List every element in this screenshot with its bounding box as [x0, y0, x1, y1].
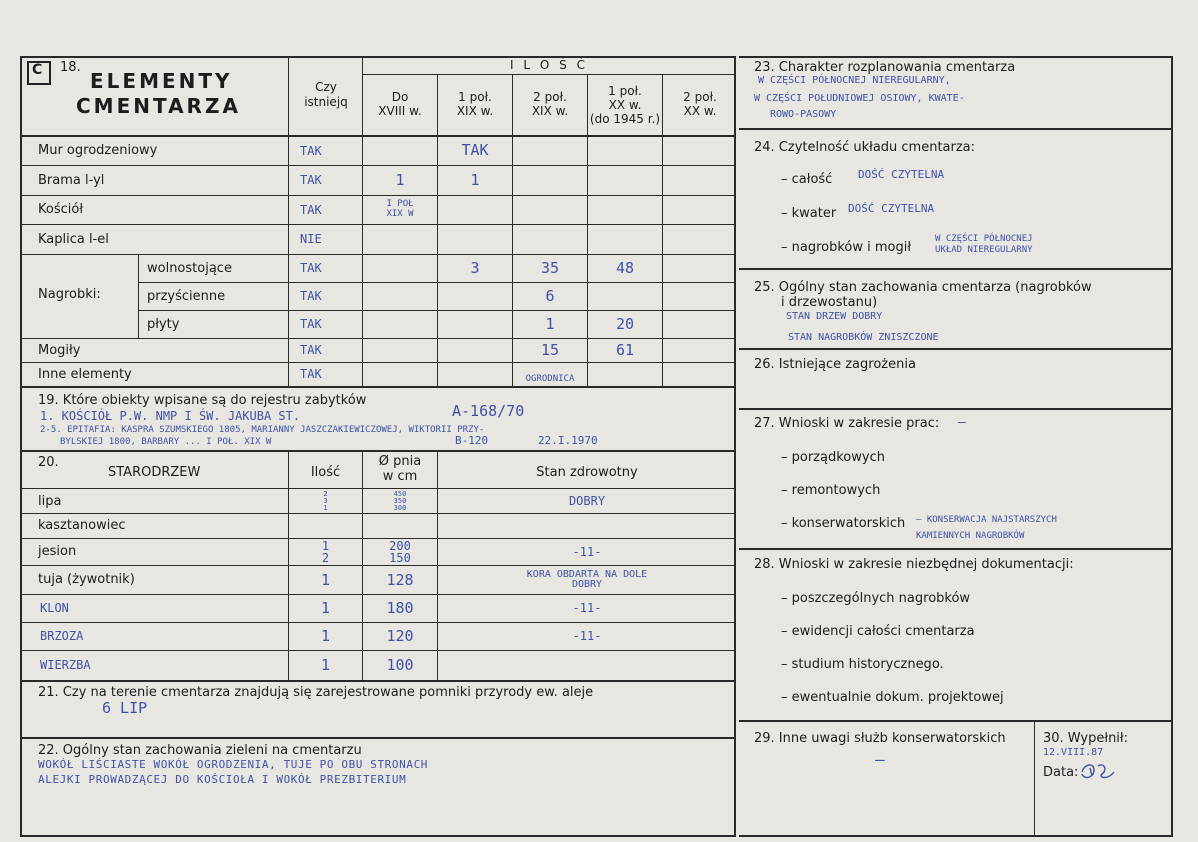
- s22-line2: ALEJKI PROWADZĄCEJ DO KOŚCIOŁA I WOKÓŁ PREZBITERIUM: [38, 773, 407, 786]
- s19-line2: 2-5. EPITAFIA: KASPRA SZUMSKIEGO 1805, MARIANNY JASZCZAKIEWICZOWEJ, WIKTORII PRZY-: [40, 425, 485, 435]
- card-letter: C: [32, 62, 43, 78]
- signature-mark: [1078, 758, 1120, 784]
- col-exists-header: Czy istniejq: [304, 80, 348, 109]
- s18-row-value: TAK: [461, 141, 489, 159]
- s20-title: STARODRZEW: [108, 465, 201, 480]
- s30-value: 12.VIII.87: [1043, 747, 1104, 758]
- s21-value: 6 LIP: [102, 699, 148, 717]
- s20-row-health: DOBRY: [568, 494, 606, 508]
- s20-row-qty: 1: [320, 627, 331, 645]
- s18-row-exists: TAK: [300, 289, 322, 303]
- s20-row-health: KORA OBDARTA NA DOLE DOBRY: [526, 568, 648, 590]
- s18-title-2: CMENTARZA: [76, 94, 241, 118]
- s25-label-2: i drzewostanu): [781, 295, 878, 310]
- s20-row-diam: 450 350 300: [393, 489, 407, 512]
- s20-row-name: BRZOZA: [40, 628, 84, 643]
- period-header-2: 2 poł. XIX w.: [531, 90, 569, 118]
- s18-row-value: 20: [615, 314, 635, 333]
- s18-row-exists: TAK: [300, 367, 322, 381]
- s20-col-qty: Ilość: [310, 465, 341, 480]
- s18-row-label: Mogiły: [38, 342, 81, 358]
- s18-row-value: OGRODNICA: [525, 374, 575, 384]
- s18-row-value: 6: [545, 286, 555, 305]
- s18-row-exists: TAK: [300, 261, 322, 275]
- s23-line-3: ROWO-PASOWY: [770, 109, 837, 120]
- s18-row-value: 35: [540, 258, 560, 277]
- s20-row-name: KLON: [40, 600, 69, 615]
- s18-row-value: 1: [545, 314, 555, 333]
- s27-item: – remontowych: [781, 483, 881, 498]
- s20-col-health: Stan zdrowotny: [536, 465, 638, 480]
- s18-number: 18.: [60, 60, 81, 75]
- s27-label: 27. Wnioski w zakresie prac:: [754, 416, 940, 431]
- s24-label: 24. Czytelność układu cmentarza:: [754, 140, 976, 155]
- s18-row-value: 61: [615, 340, 635, 359]
- s20-row-qty: 1: [320, 570, 331, 589]
- s20-row-health: -11-: [572, 629, 602, 643]
- s20-row-health: -11-: [572, 601, 602, 615]
- s23-line-1: W CZĘŚCI PÓŁNOCNEJ NIEREGULARNY,: [758, 75, 951, 86]
- s21-label: 21. Czy na terenie cmentarza znajdują się zarejestrowane pomniki przyrody ew. aleje: [38, 685, 594, 700]
- s20-row-name: kasztanowiec: [38, 518, 126, 533]
- nagrobki-label: Nagrobki:: [38, 287, 101, 302]
- period-header-1: 1 poł. XIX w.: [456, 90, 494, 118]
- s18-row-value: 15: [540, 340, 560, 359]
- s18-row-exists: NIE: [300, 232, 322, 246]
- s20-row-qty: 2 3 1: [323, 489, 328, 512]
- s18-row-value: 1: [395, 170, 405, 189]
- s18-row-label: Kościół: [38, 202, 84, 217]
- s20-row-diam: 200 150: [389, 538, 411, 565]
- s18-row-label: Brama l-yl: [38, 172, 105, 188]
- s18-row-value: 48: [615, 258, 635, 277]
- s20-row-name: WIERZBA: [40, 657, 91, 672]
- period-header-0: Do XVIII w.: [378, 90, 422, 118]
- s26-label: 26. Istniejące zagrożenia: [754, 357, 916, 372]
- s23-line-2: W CZĘŚCI POŁUDNIOWEJ OSIOWY, KWATE-: [754, 93, 965, 104]
- s18-row-label: Kaplica l-el: [38, 231, 109, 247]
- s25-line2: STAN NAGROBKÓW ZNISZCZONE: [788, 332, 939, 343]
- s18-row-label: przyścienne: [147, 288, 226, 304]
- s29-label: 29. Inne uwagi służb konserwatorskich: [754, 731, 1006, 746]
- s28-item: – studium historycznego.: [781, 657, 944, 672]
- s20-row-qty: 1: [320, 656, 331, 674]
- s28-label: 28. Wnioski w zakresie niezbędnej dokumentacji:: [754, 557, 1074, 572]
- period-header-4: 2 poł. XX w.: [683, 90, 717, 118]
- s20-row-name: lipa: [38, 493, 62, 509]
- s19-line3-date: 22.I.1970: [538, 434, 598, 447]
- period-header-3: 1 poł. XX w. (do 1945 r.): [589, 84, 661, 126]
- s18-row-value: 3: [470, 258, 480, 277]
- s19-label: 19. Które obiekty wpisane są do rejestru zabytków: [38, 393, 367, 408]
- s18-row-label: płyty: [147, 316, 180, 332]
- ilosc-header: I L O Ś Ć: [510, 58, 588, 72]
- s20-row-diam: 180: [386, 599, 414, 617]
- s24-item-label: – nagrobków i mogił: [781, 240, 912, 255]
- s20-row-qty: 1 2: [321, 538, 330, 565]
- s18-row-exists: TAK: [300, 143, 322, 158]
- s30-label: 30. Wypełnił:: [1043, 731, 1128, 746]
- s22-line1: WOKÓŁ LIŚCIASTE WOKÓŁ OGRODZENIA, TUJE PO OBU STRONACH: [38, 758, 429, 771]
- s20-row-diam: 120: [386, 627, 414, 645]
- s18-row-exists: TAK: [300, 173, 322, 187]
- s23-label: 23. Charakter rozplanowania cmentarza: [754, 60, 1016, 75]
- s18-row-value: 1: [470, 170, 480, 189]
- s18-row-exists: TAK: [300, 317, 322, 331]
- s25-label-1: 25. Ogólny stan zachowania cmentarza (nagrobków: [754, 280, 1092, 295]
- s20-row-qty: 1: [320, 599, 331, 617]
- s30-data-label: Data:: [1043, 765, 1079, 780]
- s24-item-value: DOŚĆ CZYTELNA: [858, 168, 945, 181]
- s19-line1: 1. KOŚCIÓŁ P.W. NMP I ŚW. JAKUBA ST.: [40, 409, 301, 423]
- s18-title-1: ELEMENTY: [90, 69, 233, 93]
- s20-row-diam: 100: [386, 656, 414, 674]
- s19-line3: BYLSKIEJ 1800, BARBARY ... I POŁ. XIX W: [60, 437, 272, 447]
- s18-row-exists: TAK: [300, 343, 322, 357]
- s24-item-value: W CZĘŚCI PÓŁNOCNEJ UKŁAD NIEREGULARNY: [935, 234, 1033, 255]
- s27-item: – konserwatorskich: [781, 516, 906, 531]
- s27-konserw-value: – KONSERWACJA NAJSTARSZYCH KAMIENNYCH NAGROBKÓW: [916, 515, 1057, 541]
- s20-number: 20.: [38, 455, 59, 470]
- s22-label: 22. Ogólny stan zachowania zieleni na cmentarzu: [38, 743, 362, 758]
- s28-item: – ewidencji całości cmentarza: [781, 624, 975, 639]
- s24-item-label: – całość: [781, 172, 833, 187]
- s29-value: –: [875, 750, 885, 769]
- s20-row-health: -11-: [572, 544, 602, 559]
- s27-dash: –: [958, 415, 966, 430]
- s24-item-label: – kwater: [781, 206, 837, 221]
- s18-row-label: Inne elementy: [38, 366, 132, 382]
- s25-line1: STAN DRZEW DOBRY: [786, 311, 883, 322]
- s20-row-name: jesion: [38, 544, 77, 559]
- s28-item: – ewentualnie dokum. projektowej: [781, 690, 1004, 705]
- s18-row-value: I POŁ XIX W: [386, 199, 414, 219]
- s18-row-label: wolnostojące: [147, 260, 232, 276]
- s27-item: – porządkowych: [781, 450, 885, 465]
- s20-col-diam: Ø pnia w cm: [378, 454, 422, 484]
- s20-row-diam: 128: [386, 570, 414, 589]
- s18-row-exists: TAK: [300, 202, 322, 217]
- s24-item-value: DOŚĆ CZYTELNA: [848, 202, 935, 215]
- s19-line1-number: A-168/70: [452, 402, 525, 420]
- s19-line3-number: B-120: [455, 434, 489, 447]
- s28-item: – poszczególnych nagrobków: [781, 591, 971, 606]
- s18-row-label: Mur ogrodzeniowy: [38, 143, 158, 158]
- s20-row-name: tuja (żywotnik): [38, 572, 135, 587]
